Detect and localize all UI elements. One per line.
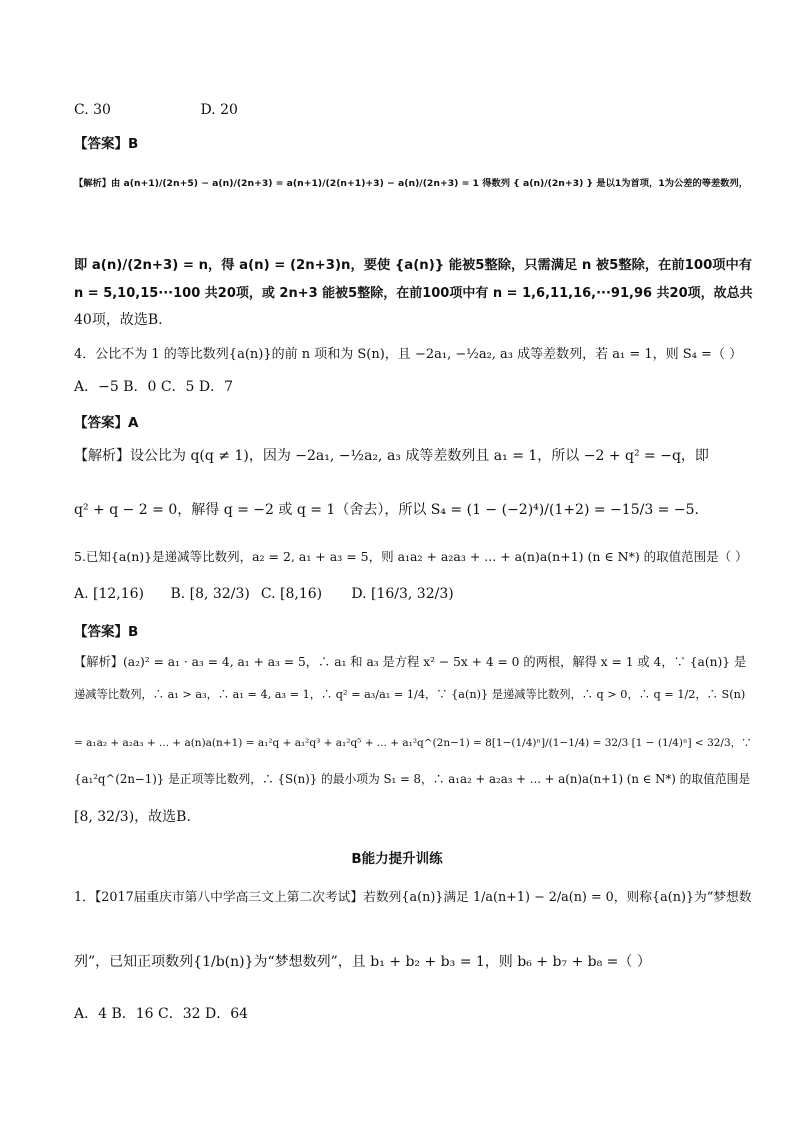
- question-stem: 5.已知{a(n)}是递减等比数列，a₂ = 2, a₁ + a₃ = 5，则 a₁a₂ + a₂a₃ + ... + a(n)a(n+1) (n ∈ N*) 的取值范围是（ ）: [74, 549, 748, 564]
- explanation-line: 即 a(n)/(2n+3) = n，得 a(n) = (2n+3)n，要使 {a(n)} 能被5整除，只需满足 n 被5整除，在前100项中有: [74, 258, 753, 273]
- explanation-line: 【解析】设公比为 q(q ≠ 1)，因为 −2a₁, −½a₂, a₃ 成等差数列且 a₁ = 1，所以 −2 + q² = −q，即: [74, 448, 709, 464]
- question-options: A．−5 B．0 C．5 D．7: [74, 379, 234, 395]
- option-b: B. [8, 32/3): [170, 586, 250, 602]
- explanation-line: q² + q − 2 = 0，解得 q = −2 或 q = 1（舍去），所以 S₄ = (1 − (−2)⁴)/(1+2) = −15/3 = −5.: [74, 502, 699, 518]
- explanation-line: {a₁²q^(2n−1)} 是正项等比数列，∴ {S(n)} 的最小项为 S₁ = 8，∴ a₁a₂ + a₂a₃ + ... + a(n)a(n+1) (n ∈ N*) 的取值范围是: [74, 772, 751, 786]
- question-options-row: [74, 584, 754, 604]
- prev-options-row: [74, 100, 754, 120]
- explanation-line: 【解析】(a₂)² = a₁ · a₃ = 4, a₁ + a₃ = 5，∴ a₁ 和 a₃ 是方程 x² − 5x + 4 = 0 的两根，解得 x = 1 或 4，∵ {a(n)} 是: [74, 655, 747, 669]
- question-options: A．4 B．16 C．32 D．64: [74, 1006, 249, 1022]
- option-c: C. [8,16): [260, 586, 323, 602]
- explanation-line: 递减等比数列，∴ a₁ > a₃，∴ a₁ = 4, a₃ = 1，∴ q² = a₃/a₁ = 1/4，∵ {a(n)} 是递减等比数列，∴ q > 0，∴ q = 1/2，∴ S(n): [74, 688, 746, 701]
- explanation-line: n = 5,10,15···100 共20项，或 2n+3 能被5整除，在前100项中有 n = 1,6,11,16,···91,96 共20项，故总共: [74, 286, 753, 301]
- explanation-line: = a₁a₂ + a₂a₃ + ... + a(n)a(n+1) = a₁²q + a₁²q³ + a₁²q⁵ + ... + a₁²q^(2n−1) = 8[1−(1/4)ⁿ]/(1−1/4) = 32/3 [1 − (1/4)ⁿ] < 32/3，∵: [74, 737, 752, 749]
- question-stem: 列”，已知正项数列{1/b(n)}为“梦想数列”，且 b₁ + b₂ + b₃ = 1，则 b₆ + b₇ + b₈ =（ ）: [74, 954, 651, 970]
- option-d: D. 20: [200, 102, 238, 118]
- question-stem: 4．公比不为 1 的等比数列{a(n)}的前 n 项和为 S(n)，且 −2a₁, −½a₂, a₃ 成等差数列，若 a₁ = 1，则 S₄ =（ ）: [74, 347, 743, 362]
- question-stem: 1．【2017届重庆市第八中学高三文上第二次考试】若数列{a(n)}满足 1/a(n+1) − 2/a(n) = 0，则称{a(n)}为“梦想数: [74, 890, 752, 905]
- explanation-line: 【解析】由 a(n+1)/(2n+5) − a(n)/(2n+3) = a(n+1)/(2(n+1)+3) − a(n)/(2n+3) = 1 得数列 { a(n)/(2n+3) } 是以1为首项，1为公差的等差数列，: [74, 178, 748, 189]
- option-a: A. [12,16): [74, 586, 145, 602]
- answer-label: 【答案】B: [74, 624, 139, 640]
- answer-label: 【答案】B: [74, 136, 139, 152]
- explanation-line: [8, 32/3)，故选B.: [74, 809, 191, 825]
- answer-label: 【答案】A: [74, 415, 139, 431]
- option-c: C. 30: [74, 102, 111, 118]
- section-title: B能力提升训练: [351, 851, 443, 867]
- option-d: D. [16/3, 32/3): [351, 586, 454, 602]
- explanation-line: 40项，故选B.: [74, 312, 163, 328]
